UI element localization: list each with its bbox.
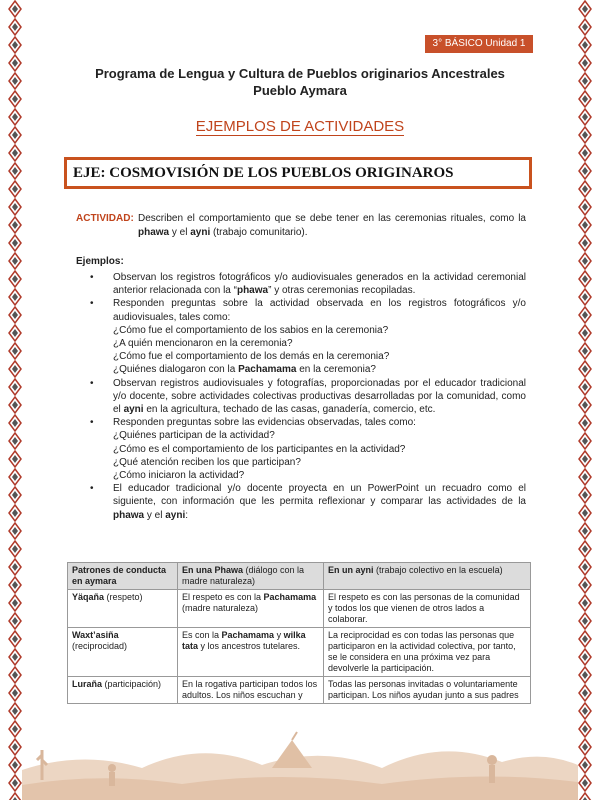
question: ¿Cómo iniciaron la actividad?: [113, 470, 245, 482]
question: ¿Qué atención reciben los que participan?: [113, 456, 301, 468]
examples-list: [86, 271, 526, 522]
list-item: • Observan los registros fotográficos y/o audiovisuales generados en la actividad ceremonial anterior relacionada con la “phawa” y otras ceremonias recopiladas.: [90, 272, 526, 297]
people-title: Pueblo Aymara: [253, 83, 347, 98]
table-row: [68, 590, 531, 628]
eje-box: [64, 157, 532, 189]
header-cell: En una Phawa (diálogo con la madre naturaleza): [178, 563, 324, 590]
table-header-row: [68, 563, 531, 590]
section-title: EJEMPLOS DE ACTIVIDADES: [195, 118, 405, 135]
bullet-icon: •: [90, 272, 94, 283]
activity-text: Describen el comportamiento que se debe tener en las ceremonias rituales, como la phawa y el ayni (trabajo comunitario).: [138, 213, 526, 238]
list-item: • Responden preguntas sobre las evidencias observadas, tales como:: [90, 417, 416, 429]
table-row: [68, 628, 531, 677]
list-item: • Responden preguntas sobre la actividad observada en los registros fotográficos y/o audiovisuales, tales como:: [90, 298, 526, 323]
grade-unit-badge: 3° BÁSICO Unidad 1: [425, 35, 533, 53]
table-cell: Es con la Pachamama y wilka tata y los ancestros tutelares.: [178, 628, 324, 677]
list-item: • El educador tradicional y/o docente proyecta en un PowerPoint un recuadro como el siguiente, con información que les permita reflexionar y comparar las actividades de la phawa y el ayni:: [90, 483, 526, 521]
bullet-icon: •: [90, 483, 94, 495]
examples-label: Ejemplos:: [76, 256, 124, 267]
question: ¿Cómo fue el comportamiento de los sabios en la ceremonia?: [113, 324, 389, 336]
footer-illustration: [22, 710, 578, 800]
table-cell: Waxt’asiña (reciprocidad): [68, 628, 178, 677]
bullet-icon: •: [90, 377, 94, 389]
table-cell: Todas las personas invitadas o voluntariamente participan. Los niños ayudan junto a sus padres: [324, 677, 531, 704]
question: ¿Cómo es el comportamiento de los participantes en la actividad?: [113, 443, 406, 455]
comparison-table: [67, 562, 531, 704]
table-cell: En la rogativa participan todos los adultos. Los niños escuchan y: [178, 677, 324, 704]
list-item: • Observan registros audiovisuales y fotografías, proporcionadas por el educador tradicional y/o docente, sobre actividades colectivas productivas desarrolladas por la comunidad, como el ayni en la agricultura, techado de las casas, ganadería, comercio, etc.: [90, 377, 526, 416]
header-cell: En un ayni (trabajo colectivo en la escuela): [324, 563, 531, 590]
table-cell: El respeto es con las personas de la comunidad y todos los que vienen de otros lados a colaborar.: [324, 590, 531, 628]
question: ¿Cómo fue el comportamiento de los demás en la ceremonia?: [113, 351, 390, 363]
table-cell: El respeto es con la Pachamama (madre naturaleza): [178, 590, 324, 628]
question: ¿Quiénes dialogaron con la Pachamama en la ceremonia?: [113, 364, 376, 376]
eje-title: EJE: COSMOVISIÓN DE LOS PUEBLOS ORIGINAROS: [67, 160, 529, 186]
header-cell: Patrones de conducta en aymara: [68, 563, 178, 590]
table-cell: Luraña (participación): [68, 677, 178, 704]
table-cell: La reciprocidad es con todas las personas que participaron en la actividad colectiva, por tanto, se le considera en una próxima vez para devolverle la participación.: [324, 628, 531, 677]
bullet-icon: •: [90, 417, 94, 429]
question: ¿Quiénes participan de la actividad?: [113, 430, 275, 442]
activity-label: ACTIVIDAD:: [76, 213, 134, 224]
table-row: [68, 677, 531, 704]
bullet-icon: •: [90, 298, 94, 310]
question: ¿A quién mencionaron en la ceremonia?: [113, 338, 293, 350]
table-cell: Yäqaña (respeto): [68, 590, 178, 628]
program-title: Programa de Lengua y Cultura de Pueblos originarios Ancestrales: [95, 66, 505, 81]
